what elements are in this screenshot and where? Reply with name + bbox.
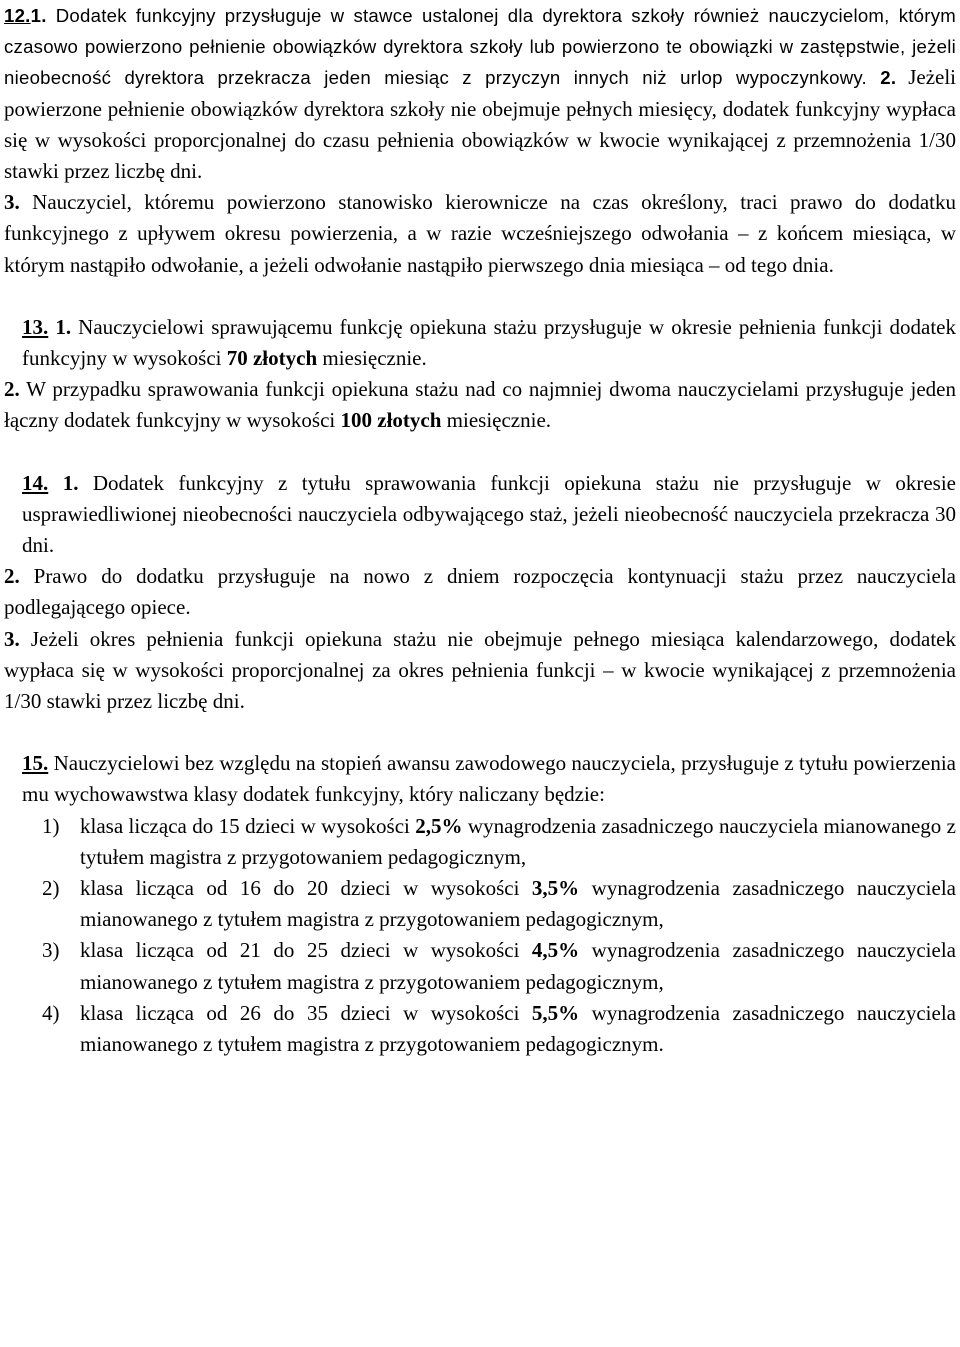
paragraph-text: miesięcznie. xyxy=(441,408,552,433)
list-item-text: klasa licząca do 15 dzieci w wysokości xyxy=(80,813,416,838)
list-item xyxy=(4,998,956,1060)
class-size-list xyxy=(4,811,956,1061)
section-14-paragraph-1 xyxy=(4,468,956,562)
paragraph-text: Prawo do dodatku przysługuje na nowo z dniem rozpoczęcia kontynuacji stażu przez nauczyciela podlegającego opiece. xyxy=(4,564,956,620)
list-item-text: wynagrodzenia zasadniczego nauczyciela mianowanego z tytułem magistra z przygotowaniem pedagogicznym, xyxy=(80,876,956,932)
list-item-text: wynagrodzenia zasadniczego nauczyciela mianowanego z tytułem magistra z przygotowaniem pedagogicznym, xyxy=(80,938,956,994)
paragraph-text: miesięcznie. xyxy=(317,346,427,371)
paragraph-text: W przypadku sprawowania funkcji opiekuna stażu nad co najmniej dwoma nauczycielami przysługuje jeden łączny dodatek funkcyjny w wysokości xyxy=(4,377,956,433)
percentage: 2,5% xyxy=(415,813,463,838)
percentage: 3,5% xyxy=(531,876,580,901)
list-marker: 3) xyxy=(42,938,60,963)
point-number: 1. xyxy=(62,470,79,495)
point-number: 1. xyxy=(55,314,72,339)
list-item-text: wynagrodzenia zasadniczego nauczyciela mianowanego z tytułem magistra z przygotowaniem pedagogicznym. xyxy=(80,1000,956,1057)
point-number: 2. xyxy=(4,564,20,589)
list-item xyxy=(4,935,956,997)
section-13-number: 13. xyxy=(22,314,49,339)
point-number: 3. xyxy=(4,626,20,651)
list-item xyxy=(4,811,956,873)
paragraph-text: Jeżeli powierzone pełnienie obowiązków dyrektora szkoły nie obejmuje pełnych miesięcy, dodatek funkcyjny wypłaca się w wysokości proporcjonalnej do czasu pełnienia obowiązków w kwocie wynikającej z przemnożenia 1/30 stawki przez liczbę dni. xyxy=(4,65,956,184)
section-14-paragraph-2 xyxy=(4,561,956,623)
paragraph-text: Nauczycielowi sprawującemu funkcję opiekuna stażu przysługuje w okresie pełnienia funkcji dodatek funkcyjny w wysokości xyxy=(22,314,957,371)
percentage: 4,5% xyxy=(531,938,580,963)
point-number: 3. xyxy=(4,190,20,215)
list-item-text: klasa licząca od 21 do 25 dzieci w wysokości xyxy=(80,938,532,963)
paragraph-text: Nauczycielowi bez względu na stopień awansu zawodowego nauczyciela, przysługuje z tytułu powierzenia mu wychowawstwa klasy dodatek funkcyjny, który naliczany będzie: xyxy=(22,751,956,807)
list-item-text: klasa licząca od 26 do 35 dzieci w wysokości xyxy=(80,1000,532,1025)
amount: 70 złotych xyxy=(226,346,318,371)
section-13-paragraph-2 xyxy=(4,374,956,436)
list-marker: 1) xyxy=(42,813,60,838)
paragraph-text: Nauczyciel, któremu powierzono stanowisko kierownicze na czas określony, traci prawo do dodatku funkcyjnego z upływem okresu powierzenia, a w razie wcześniejszego odwołania – z końcem miesiąca, w którym nastąpiło odwołanie, a jeżeli odwołanie nastąpiło pierwszego dnia miesiąca – od tego dnia. xyxy=(4,190,956,277)
section-12-number: 12. xyxy=(4,5,31,26)
section-14-paragraph-3 xyxy=(4,624,956,718)
list-marker: 4) xyxy=(42,1000,60,1025)
point-number: 2. xyxy=(880,67,897,89)
paragraph-text: Dodatek funkcyjny przysługuje w stawce ustalonej dla dyrektora szkoły również nauczycielom, którym czasowo powierzono pełnienie obowiązków dyrektora szkoły lub powierzono te obowiązki w zastępstwie, jeżeli nieobecność dyrektora przekracza jeden miesiąc z przyczyn innych niż urlop wypoczynkowy. xyxy=(4,5,956,89)
list-item-text: wynagrodzenia zasadniczego nauczyciela mianowanego z tytułem magistra z przygotowaniem pedagogicznym, xyxy=(80,813,956,869)
list-item xyxy=(4,873,956,935)
paragraph-text: Jeżeli okres pełnienia funkcji opiekuna stażu nie obejmuje pełnego miesiąca kalendarzowego, dodatek wypłaca się w wysokości proporcjonalnej za okres pełnienia funkcji – w kwocie wynikającej z przemnożenia 1/30 stawki przez liczbę dni. xyxy=(4,626,956,714)
amount: 100 złotych xyxy=(340,408,442,433)
section-15-number: 15. xyxy=(22,751,49,776)
point-number: 1. xyxy=(30,5,47,26)
list-item-text: klasa licząca od 16 do 20 dzieci w wysokości xyxy=(80,876,532,901)
section-12-paragraph-3 xyxy=(4,187,956,281)
list-marker: 2) xyxy=(42,876,60,901)
section-13-paragraph-1 xyxy=(4,312,956,374)
percentage: 5,5% xyxy=(531,1000,580,1025)
section-15-intro xyxy=(4,748,956,810)
section-12-paragraph-1 xyxy=(4,0,956,187)
section-14-number: 14. xyxy=(22,470,49,495)
point-number: 2. xyxy=(4,377,20,402)
paragraph-text: Dodatek funkcyjny z tytułu sprawowania funkcji opiekuna stażu nie przysługuje w okresie usprawiedliwionej nieobecności nauczyciela odbywającego staż, jeżeli nieobecność nauczyciela przekracza 30 dni. xyxy=(22,470,956,558)
document-page xyxy=(4,0,956,1060)
